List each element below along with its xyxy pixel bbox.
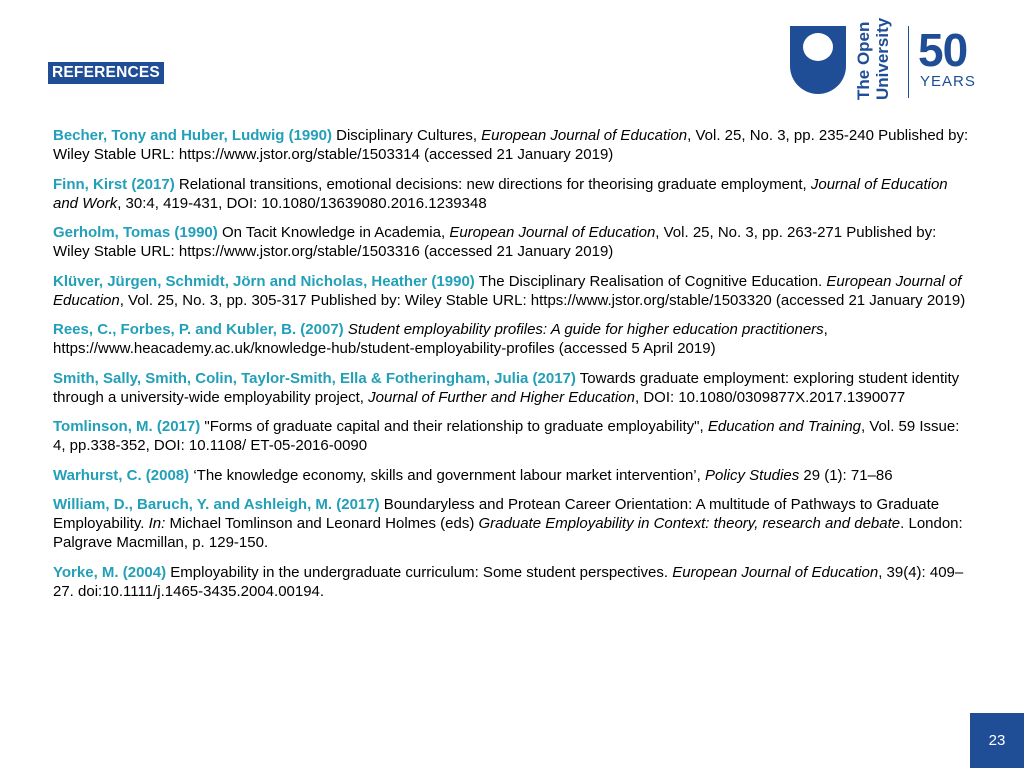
reference-text: "Forms of graduate capital and their relationship to graduate employability", [200,418,708,435]
university-name-line1: The Open [854,21,873,100]
reference-author: Finn, Kirst (2017) [53,175,175,193]
reference-text: On Tacit Knowledge in Academia, [217,224,450,241]
reference-italic-text: Student employability profiles: A guide for higher education practitioners [347,321,824,338]
reference-text: Disciplinary Cultures, [331,127,482,144]
reference-text: 29 (1): 71–86 [799,466,893,484]
reference-text: ‘The knowledge economy, skills and government labour market intervention’, [189,466,705,484]
reference-italic-text: European Journal of Education [53,272,962,309]
reference-italic-text: European Journal of Education [672,563,879,581]
reference-item [53,272,973,310]
reference-text: Towards graduate employment: exploring student identity through a university-wide employability project, [53,369,960,406]
reference-item [53,563,973,601]
reference-author: Klüver, Jürgen, Schmidt, Jörn and Nicholas, Heather (1990) [53,272,475,290]
reference-list [53,126,973,611]
reference-text: Employability in the undergraduate curriculum: Some student perspectives. [166,563,673,581]
reference-text: Boundaryless and Protean Career Orientation: A multitude of Pathways to Graduate Employability. [53,496,940,532]
reference-item [53,417,973,455]
university-name [854,17,898,100]
reference-text: , Vol. 59 Issue: 4, pp.338-352, DOI: 10.1108/ ET-05-2016-0090 [53,418,960,454]
reference-item [53,495,973,552]
logo-divider [908,26,909,98]
reference-author: Tomlinson, M. (2017) [53,418,201,435]
reference-author: Rees, C., Forbes, P. and Kubler, B. (2007) [53,321,344,338]
reference-italic-text: Journal of Education and Work [53,175,948,212]
reference-italic-text: European Journal of Education [449,224,656,241]
reference-italic-text: Journal of Further and Higher Education [368,388,635,406]
reference-italic-text: Education and Training [707,418,862,435]
reference-italic-text: Policy Studies [704,466,800,484]
reference-text: , 30:4, 419-431, DOI: 10.1080/13639080.2016.1239348 [117,194,487,212]
reference-text: , Vol. 25, No. 3, pp. 263-271 Published by: Wiley Stable URL: https://www.jstor.org/stable/1503316 (accessed 21 January 2019) [53,224,937,260]
reference-author: Yorke, M. (2004) [53,563,167,581]
reference-text: Relational transitions, emotional decisions: new directions for theorising graduate employment, [174,175,811,193]
reference-item [53,320,973,358]
page-number: 23 [970,713,1024,768]
reference-text: Michael Tomlinson and Leonard Holmes (eds) [165,515,479,532]
university-name-line2: University [873,17,892,100]
reference-author: William, D., Baruch, Y. and Ashleigh, M. (2017) [53,496,380,513]
open-university-50-years-logo [788,17,992,102]
university-name-text [854,17,892,100]
anniversary-number: 50 [918,24,968,76]
reference-author: Smith, Sally, Smith, Colin, Taylor-Smith, Ella & Fotheringham, Julia (2017) [53,369,576,387]
reference-text: The Disciplinary Realisation of Cognitive Education. [474,272,827,290]
reference-item [53,223,973,261]
reference-text: , Vol. 25, No. 3, pp. 305-317 Published by: Wiley Stable URL: https://www.jstor.org/stable/1503320 (accessed 21 January 2019) [119,291,966,309]
reference-item [53,175,973,213]
anniversary-word: YEARS [920,73,976,90]
reference-text: , 39(4): 409–27. doi:10.1111/j.1465-3435.2004.00194. [53,563,964,600]
reference-author: Warhurst, C. (2008) [53,466,190,484]
reference-text: , DOI: 10.1080/0309877X.2017.1390077 [634,388,906,406]
reference-text: , Vol. 25, No. 3, pp. 235-240 Published by: Wiley Stable URL: https://www.jstor.org/stable/1503314 (accessed 21 January 2019) [53,127,969,163]
reference-text: , https://www.heacademy.ac.uk/knowledge-hub/student-employability-profiles (accessed 5 April 2019) [53,321,828,357]
slide-title: REFERENCES [48,62,164,84]
reference-author: Gerholm, Tomas (1990) [53,224,218,241]
reference-item [53,466,973,485]
reference-item [53,126,973,164]
reference-italic-text: European Journal of Education [481,127,688,144]
open-university-shield-icon [788,26,848,98]
reference-item [53,369,973,407]
reference-author: Becher, Tony and Huber, Ludwig (1990) [53,127,332,144]
reference-text: . London: Palgrave Macmillan, p. 129-150. [53,515,963,551]
reference-italic-text: Graduate Employability in Context: theory, research and debate [478,515,901,532]
reference-italic-text: In: [148,515,166,532]
